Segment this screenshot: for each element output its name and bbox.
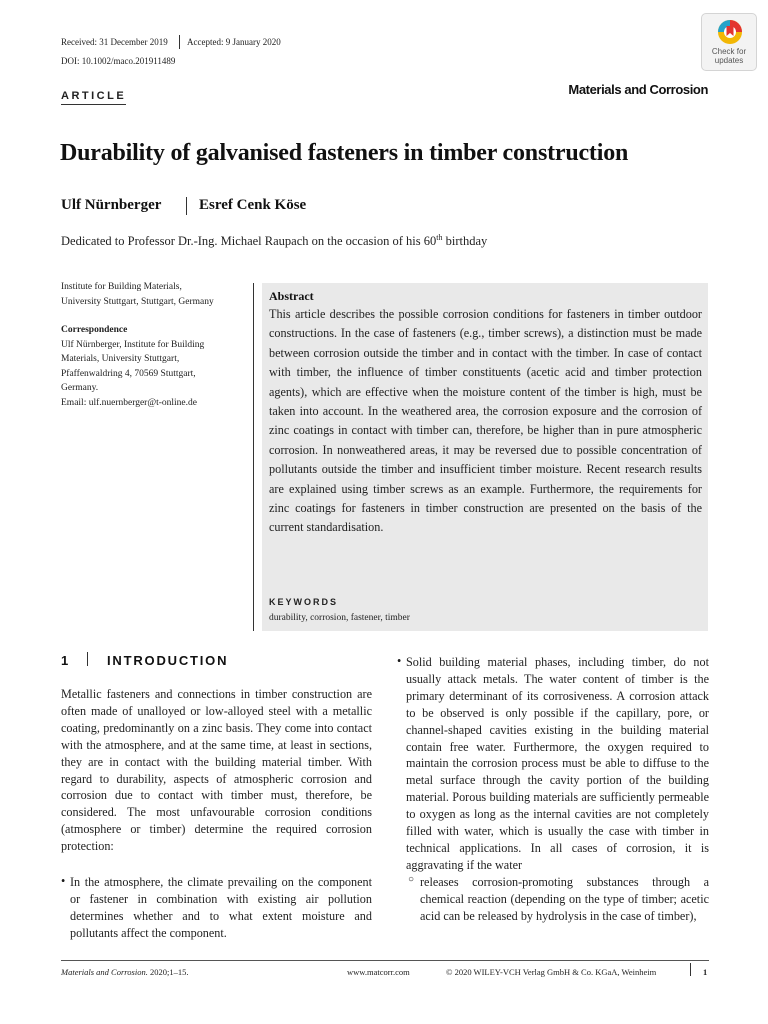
correspondence-label: Correspondence — [61, 325, 128, 335]
footer-divider — [690, 963, 691, 976]
correspondence-line-2: Materials, University Stuttgart, — [61, 354, 180, 364]
badge-text-1: Check for — [711, 47, 747, 56]
check-for-updates-badge[interactable] — [701, 13, 757, 71]
column-divider — [253, 283, 254, 631]
correspondence-line-3: Pfaffenwaldring 4, 70569 Stuttgart, — [61, 368, 196, 379]
footer-rule — [61, 960, 709, 961]
correspondence-email[interactable]: Email: ulf.nuernberger@t-online.de — [61, 397, 197, 408]
keywords-label: KEYWORDS — [269, 597, 339, 607]
paper-title: Durability of galvanised fasteners in timber construction — [60, 140, 629, 166]
sub-bullet-marker-1: ○ — [408, 874, 415, 885]
section-title: INTRODUCTION — [107, 653, 229, 668]
abstract-heading: Abstract — [269, 289, 314, 303]
footer-journal: Materials and Corrosion. — [61, 967, 148, 977]
header-divider — [179, 35, 180, 49]
check-updates-icon — [717, 19, 743, 45]
bullet-item-1: In the atmosphere, the climate prevailing on the component or fastener in combination with existing air pollution determines whether and to what extent moisture and pollutants affect the component. — [70, 875, 372, 940]
received-date: Received: 31 December 2019 — [61, 37, 168, 47]
section-number: 1 — [61, 653, 71, 668]
doi-link[interactable]: DOI: 10.1002/maco.201911489 — [61, 56, 176, 66]
bullet-marker-2: • — [397, 654, 402, 668]
dedication — [61, 233, 487, 249]
bullet-item-2: Solid building material phases, including timber, do not usually attack metals. The water content of timber is the primary determinant of its corrosiveness. A corrosion attack to be observed is only possible if the capillary, pore, or channel-shaped cavities existing in the building material contain free water. Furthermore, the oxygen required to maintain the corrosion process must be able to diffuse to the metal surface through the cavity portion of the building material. Porous building materials are sufficiently permeable to oxygen as long as the internal cavities are not completely filled with water, which is usually the case with timber in technical applications. In all cases of corrosion, it is aggravating if the water — [406, 655, 709, 872]
sub-bullet-item-1: releases corrosion-promoting substances through a chemical reaction (depending on the type of timber; acetic acid can be released by hydrolysis in the case of timber), — [420, 875, 709, 923]
accepted-date: Accepted: 9 January 2020 — [187, 37, 281, 47]
dedication-sup: th — [436, 233, 443, 242]
affiliation-line-2: University Stuttgart, Stuttgart, Germany — [61, 296, 214, 307]
abstract-box — [262, 283, 708, 631]
affiliation-block — [61, 280, 246, 410]
abstract-text: This article describes the possible corrosion conditions for fasteners in timber outdoor constructions. In the case of fasteners (e.g., timber screws), a distinction must be made between corrosion outside the timber and in contact with the timber. In case of contact with timber, the influence of timber constituents (acetic acid and timber protection agents), which are effective when the moisture content of the timber is high, must be taken into account. In the weathered area, the corrosion exposure and the corrosion of zinc coatings in contact with timber can, therefore, be higher than in pure atmospheric corrosion. In nonweathered areas, it may be reversed due to possible concentration of pollutants outside the timber and insufficient timber moisture. Recent research results are explained using timber screws as an example. Furthermore, the requirements for zinc coatings for fasteners in timber construction are presented on the basis of the current standardisation. — [269, 307, 702, 535]
correspondence-line-1: Ulf Nürnberger, Institute for Building — [61, 339, 205, 350]
footer-copyright: © 2020 WILEY-VCH Verlag GmbH & Co. KGaA, Weinheim — [446, 967, 657, 977]
correspondence-line-4: Germany. — [61, 383, 99, 393]
page-number: 1 — [703, 967, 708, 977]
section-divider — [87, 652, 88, 666]
keywords-text: durability, corrosion, fastener, timber — [269, 613, 410, 623]
journal-name: Materials and Corrosion — [568, 82, 708, 97]
footer-website[interactable]: www.matcorr.com — [347, 967, 410, 977]
article-type-label: ARTICLE — [61, 90, 127, 102]
article-underline — [61, 104, 126, 105]
intro-paragraph: Metallic fasteners and connections in timber construction are often made of unalloyed or low-alloyed steel with a metallic coating, predominantly on a zinc basis. They come into contact with the atmosphere, and at the same time, at least in sections, they are in contact with the building material timber. With regard to durability, aspects of atmospheric corrosion and corrosion due to contact with timber must, therefore, be considered. The most unfavourable corrosion conditions (atmosphere or timber) determine the required corrosion protection: — [61, 687, 372, 854]
author-2: Esref Cenk Köse — [199, 197, 307, 213]
dedication-text-end: birthday — [442, 234, 488, 249]
footer-citation — [61, 967, 188, 977]
bullet-marker-1: • — [61, 874, 66, 888]
badge-text-2: updates — [714, 56, 744, 65]
dedication-text: Dedicated to Professor Dr.-Ing. Michael Raupach on the occasion of his 60 — [61, 234, 437, 249]
affiliation-line-1: Institute for Building Materials, — [61, 282, 182, 292]
author-divider — [186, 197, 187, 215]
author-1: Ulf Nürnberger — [61, 197, 162, 213]
footer-year-pages: 2020;1–15. — [147, 967, 189, 977]
